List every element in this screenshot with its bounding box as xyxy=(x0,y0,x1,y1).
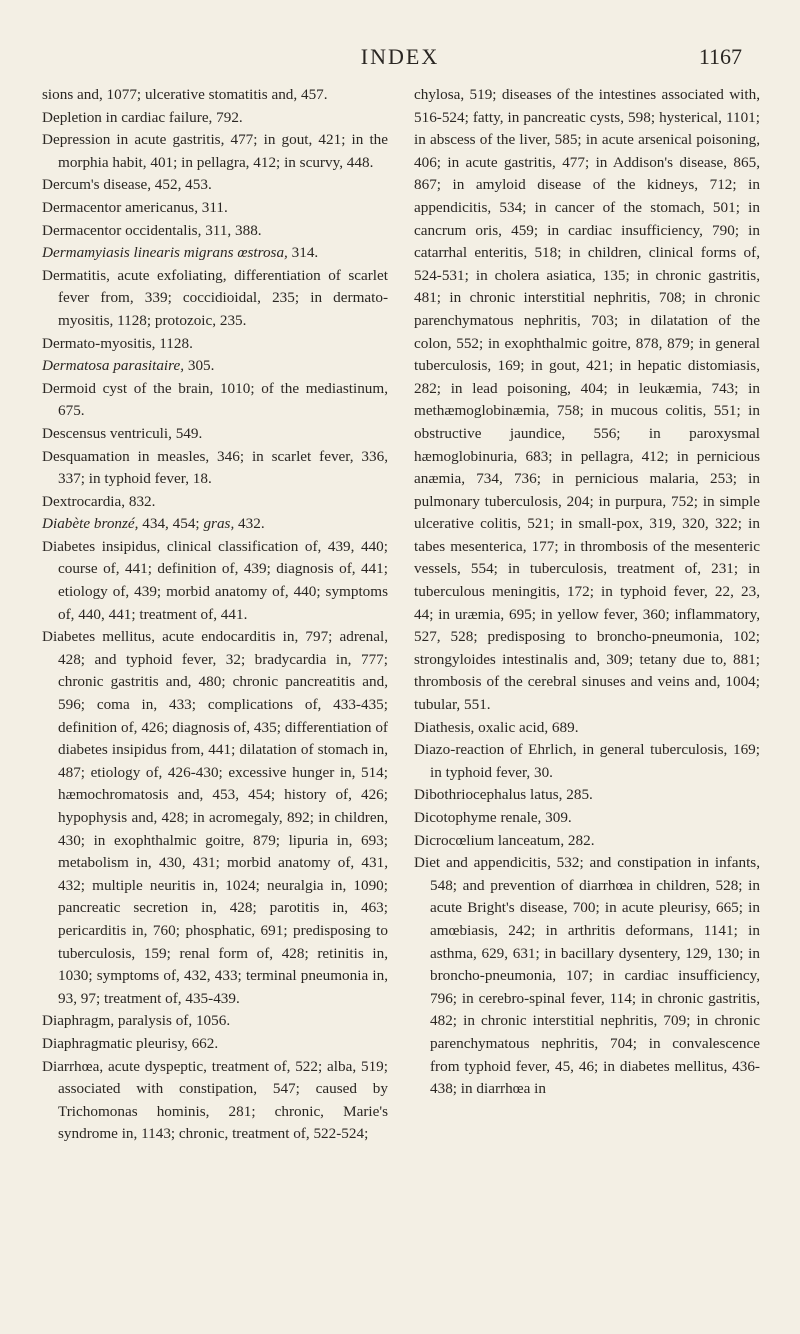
index-entry xyxy=(414,84,760,717)
index-entry xyxy=(414,784,760,807)
entry-text: Dercum's disease, 452, 453. xyxy=(42,176,212,194)
entry-text: Diaphragm, paralysis of, 1056. xyxy=(42,1012,231,1030)
index-entry xyxy=(42,333,388,356)
index-entry xyxy=(42,265,388,333)
page-number: 1167 xyxy=(698,44,742,69)
entry-text: 434, 454; xyxy=(138,515,204,533)
entry-text: 432. xyxy=(234,515,265,533)
index-entry xyxy=(42,1010,388,1033)
entry-text: Diabetes mellitus, acute endocarditis in, 797; adrenal, 428; and typhoid fever, 32; bradycardia in, 777; chronic gastritis and, 480; chronic pancreatitis and, 596; coma in, 433; complications of, 433-435; definition of, 426; diagnosis of, 435; differentiation of diabetes insipidus from, 441; dilatation of stomach in, 487; etiology of, 426-430; excessive hunger in, 514; hæmochromatosis and, 453, 454; history of, 426; hypophysis and, 428; in acromegaly, 892; in children, 430; in exophthalmic goitre, 879; lipuria in, 693; metabolism in, 430, 431; morbid anatomy of, 431, 432; multiple neuritis in, 1024; neuralgia in, 1090; pancreatic secretion in, 428; parotitis in, 463; pericarditis in, 760; phosphatic, 691; predisposing to tuberculosis, 159; renal form of, 428; retinitis in, 1030; symptoms of, 432, 433; terminal pneumonia in, 93, 97; treatment of, 435-439. xyxy=(42,628,388,1007)
entry-text: Dibothriocephalus latus, 285. xyxy=(414,786,593,804)
index-entry xyxy=(42,626,388,1010)
index-entry xyxy=(42,242,388,265)
entry-text: Diet and appendicitis, 532; and constipation in infants, 548; and prevention of diarrhœa in children, 528; in acute Bright's disease, 700; in acute pleurisy, 665; in amœbiasis, 242; in arthritis deformans, 1141; in asthma, 629, 631; in bacillary dysentery, 129, 130; in broncho-pneumonia, 107; in cardiac insufficiency, 796; in cerebro-spinal fever, 114; in chronic gastritis, 482; in chronic interstitial nephritis, 709; in chronic parenchymatous nephritis, 704; in convalescence from typhoid fever, 45, 46; in diabetes mellitus, 436-438; in diarrhœa in xyxy=(414,854,760,1098)
entry-text: Desquamation in measles, 346; in scarlet fever, 336, 337; in typhoid fever, 18. xyxy=(42,447,388,488)
entry-text: Dermato-myositis, 1128. xyxy=(42,334,193,352)
index-entry xyxy=(42,1056,388,1146)
entry-text: Dermatitis, acute exfoliating, differentiation of scarlet fever from, 339; coccidioidal, 235; in dermato-myositis, 1128; protozoic, 235. xyxy=(42,266,388,329)
index-entry xyxy=(42,355,388,378)
running-head xyxy=(0,40,800,70)
index-entry xyxy=(414,807,760,830)
index-entry xyxy=(42,513,388,536)
entry-text: Dermacentor americanus, 311. xyxy=(42,198,228,216)
entry-text: Diazo-reaction of Ehrlich, in general tuberculosis, 169; in typhoid fever, 30. xyxy=(414,741,760,781)
entry-text: sions and, 1077; ulcerative stomatitis and, 457. xyxy=(42,86,328,103)
index-entry xyxy=(414,852,760,1101)
entry-text: Diaphragmatic pleurisy, 662. xyxy=(42,1034,219,1052)
index-entry xyxy=(414,739,760,784)
index-entry xyxy=(42,1033,388,1056)
entry-text: Depletion in cardiac failure, 792. xyxy=(42,108,243,126)
page-title: INDEX xyxy=(360,44,440,69)
entry-text: Dicotophyme renale, 309. xyxy=(414,809,572,826)
entry-text: chylosa, 519; diseases of the intestines associated with, 516-524; fatty, in pancreatic cysts, 598; hysterical, 1101; in abscess of the liver, 585; in acute arsenical poisoning, 406; in acute gastritis, 477; in Addison's disease, 865, 867; in amyloid disease of the kidneys, 712; in appendicitis, 534; in cancer of the stomach, 501; in cancrum oris, 459; in cardiac insufficiency, 790; in catarrhal enteritis, 518; in children, clinical forms of, 524-531; in cholera asiatica, 135; in chronic gastritis, 481; in chronic interstitial nephritis, 708; in chronic parenchymatous nephritis, 703; in dilatation of the colon, 552; in exophthalmic goitre, 878, 879; in general tuberculosis, 169; in gout, 421; in hepatic distomiasis, 282; in lead poisoning, 404; in leukæmia, 743; in methæmoglobinæmia, 758; in mucous colitis, 551; in obstructive jaundice, 556; in paroxysmal hæmoglobinuria, 683; in pellagra, 412; in pernicious anæmia, 734, 736; in pernicious malaria, 253; in pulmonary tuberculosis, 204; in purpura, 752; in simple ulcerative colitis, 521; in small-pox, 319, 320, 322; in tabes mesenterica, 177; in thrombosis of the mesenteric vessels, 554; in tuberculosis, treatment of, 231; in tuberculous meningitis, 172; in typhoid fever, 22, 23, 44; in uræmia, 695; in yellow fever, 360; inflammatory, 527, 528; predisposing to broncho-pneumonia, 102; strongyloides intestinalis and, 309; tetany due to, 881; thrombosis of the cerebral sinuses and veins and, 1004; tubular, 551. xyxy=(414,86,760,714)
entry-text: Descensus ventriculi, 549. xyxy=(42,424,203,442)
index-entry xyxy=(42,491,388,514)
entry-text: Dermoid cyst of the brain, 1010; of the mediastinum, 675. xyxy=(42,379,388,420)
index-entry xyxy=(42,197,388,220)
index-entry xyxy=(42,423,388,446)
entry-text: Depression in acute gastritis, 477; in gout, 421; in the morphia habit, 401; in pellagra, 412; in scurvy, 448. xyxy=(42,131,388,171)
index-entry xyxy=(42,446,388,491)
entry-text: Diathesis, oxalic acid, 689. xyxy=(414,718,579,736)
entry-text: Diabetes insipidus, clinical classification of, 439, 440; course of, 441; definition of, 439; diagnosis of, 441; etiology of, 439; morbid anatomy of, 440; symptoms of, 440, 441; treatment of, 441. xyxy=(42,537,388,623)
entry-italic-text: Diabète bronzé, xyxy=(42,515,139,533)
index-entry xyxy=(42,174,388,197)
entry-italic-text: Dermamyiasis linearis migrans œstrosa, xyxy=(42,244,288,262)
left-column xyxy=(42,84,388,1146)
index-entry xyxy=(42,378,388,423)
entry-text: 305. xyxy=(184,357,215,375)
index-entry xyxy=(42,107,388,130)
index-entry xyxy=(42,220,388,243)
right-column xyxy=(414,84,760,1101)
index-entry xyxy=(42,84,388,107)
index-entry xyxy=(42,129,388,174)
index-entry xyxy=(42,536,388,626)
entry-italic-text: Dermatosa parasitaire, xyxy=(42,357,185,375)
index-entry xyxy=(414,830,760,853)
entry-text: Diarrhœa, acute dyspeptic, treatment of, 522; alba, 519; associated with constipation, 547; caused by Trichomonas hominis, 281; chronic, Marie's syndrome in, 1143; chronic, treatment of, 522-524; xyxy=(42,1057,388,1143)
entry-italic-text: gras, xyxy=(203,515,235,533)
entry-text: Dicrocœlium lanceatum, 282. xyxy=(414,831,595,849)
entry-text: Dermacentor occidentalis, 311, 388. xyxy=(42,221,262,239)
entry-text: Dextrocardia, 832. xyxy=(42,492,156,510)
index-entry xyxy=(414,717,760,740)
entry-text: 314. xyxy=(287,244,319,262)
